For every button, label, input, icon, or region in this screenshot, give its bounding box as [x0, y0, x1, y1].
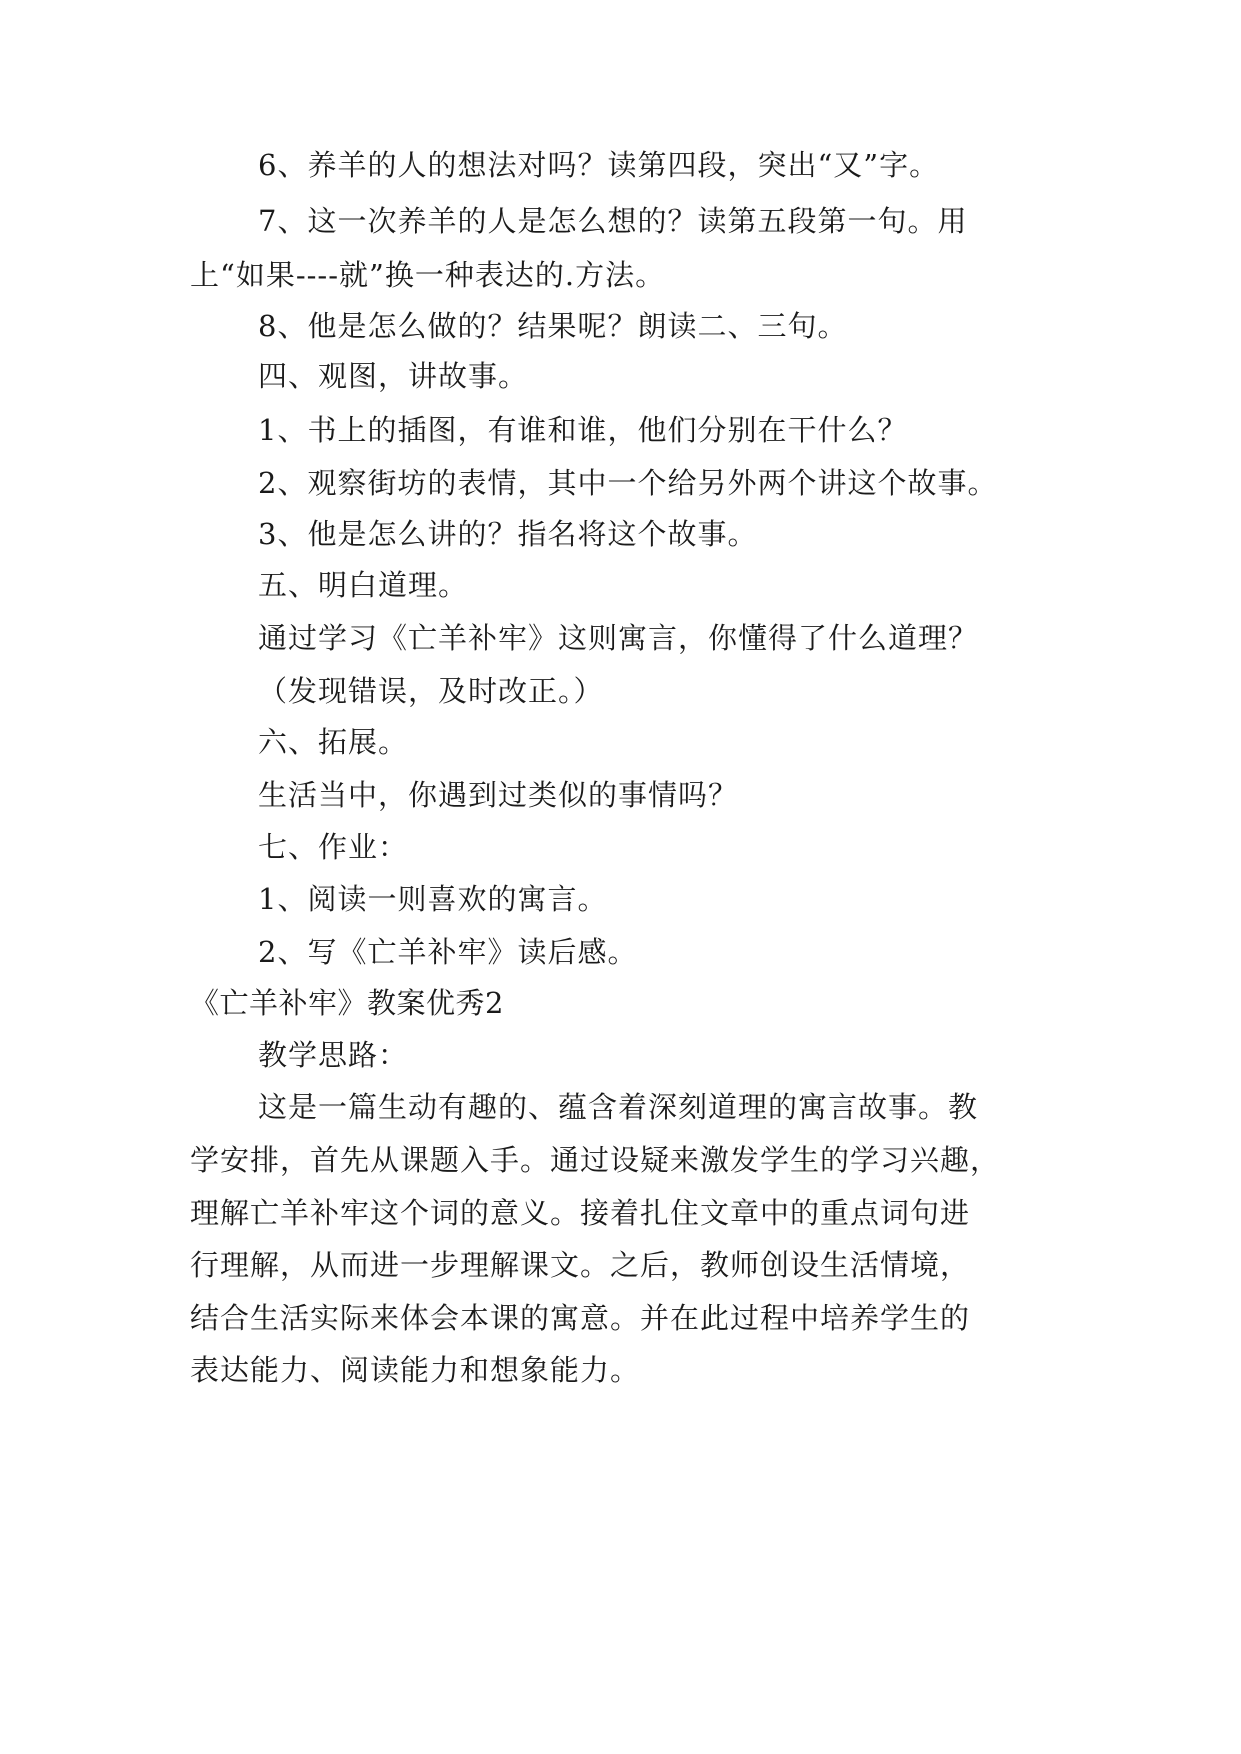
- text-line: 上“如果----就”换一种表达的.方法。: [190, 258, 666, 292]
- text-line: 7、这一次养羊的人是怎么想的？读第五段第一句。用: [258, 204, 968, 238]
- paragraph-line: 表达能力、阅读能力和想象能力。: [190, 1353, 641, 1387]
- section-heading: 七、作业：: [258, 830, 409, 864]
- section-title: 《亡羊补牢》教案优秀2: [190, 986, 504, 1020]
- text-line: 通过学习《亡羊补牢》这则寓言，你懂得了什么道理？: [258, 621, 979, 655]
- paragraph-line: 学安排，首先从课题入手。通过设疑来激发学生的学习兴趣，: [190, 1143, 1001, 1177]
- section-subtitle: 教学思路：: [258, 1038, 409, 1072]
- section-heading: 六、拓展。: [258, 725, 409, 759]
- text-line: 8、他是怎么做的？结果呢？朗读二、三句。: [258, 309, 848, 343]
- text-line: 2、观察街坊的表情，其中一个给另外两个讲这个故事。: [258, 466, 998, 500]
- section-heading: 五、明白道理。: [258, 568, 469, 602]
- paragraph-line: 这是一篇生动有趣的、蕴含着深刻道理的寓言故事。教: [258, 1090, 979, 1124]
- text-line: （发现错误，及时改正。）: [258, 674, 604, 708]
- text-line: 1、阅读一则喜欢的寓言。: [258, 882, 608, 916]
- text-line: 2、写《亡羊补牢》读后感。: [258, 935, 638, 969]
- text-line: 6、养羊的人的想法对吗？读第四段，突出“又”字。: [258, 148, 940, 182]
- text-line: 1、书上的插图，有谁和谁，他们分别在干什么？: [258, 413, 908, 447]
- paragraph-line: 理解亡羊补牢这个词的意义。接着扎住文章中的重点词句进: [190, 1196, 971, 1230]
- paragraph-line: 结合生活实际来体会本课的寓意。并在此过程中培养学生的: [190, 1301, 971, 1335]
- text-line: 生活当中，你遇到过类似的事情吗？: [258, 778, 739, 812]
- paragraph-line: 行理解，从而进一步理解课文。之后，教师创设生活情境，: [190, 1248, 971, 1282]
- section-heading: 四、观图，讲故事。: [258, 359, 529, 393]
- text-line: 3、他是怎么讲的？指名将这个故事。: [258, 517, 758, 551]
